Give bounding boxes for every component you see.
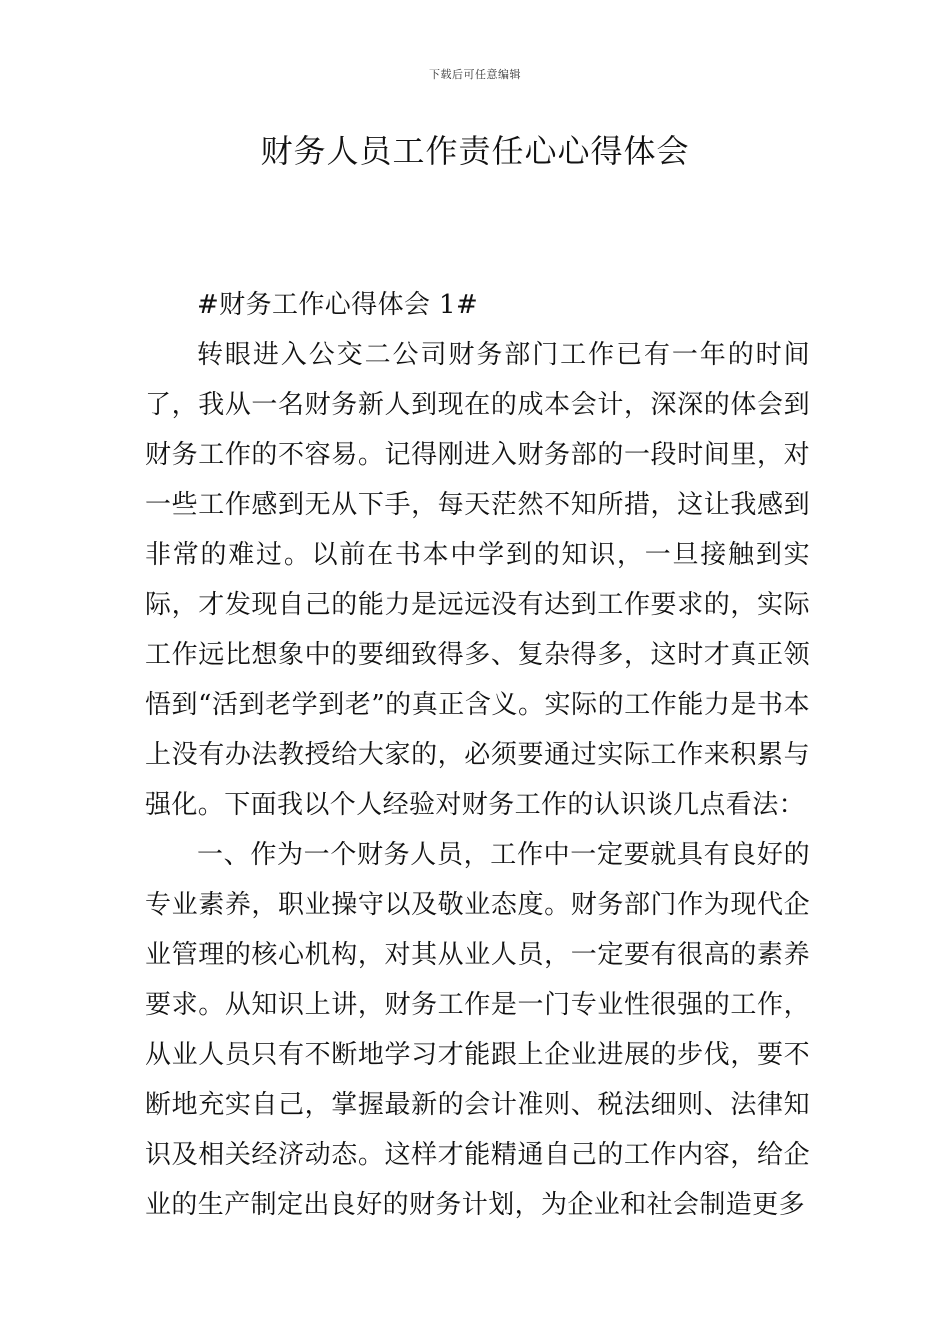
document-body — [145, 280, 810, 1230]
section-heading: #财务工作心得体会 1# — [197, 290, 479, 320]
body-paragraph: 一、作为一个财务人员，工作中一定要就具有良好的专业素养，职业操守以及敬业态度。财务部门作为现代企业管理的核心机构，对其从业人员，一定要有很高的素养要求。从知识上讲，财务工作是一门专业性很强的工作，从业人员只有不断地学习才能跟上企业进展的步伐，要不断地充实自己，掌握最新的会计准则、税法细则、法律知识及相关经济动态。这样才能精通自己的工作内容，给企业的生产制定出良好的财务计划，为企业和社会制造更多 — [145, 840, 810, 1220]
page-title: 财务人员工作责任心心得体会 — [260, 132, 690, 170]
header-note: 下载后可任意编辑 — [429, 68, 521, 81]
body-paragraph: 转眼进入公交二公司财务部门工作已有一年的时间了，我从一名财务新人到现在的成本会计，深深的体会到财务工作的不容易。记得刚进入财务部的一段时间里，对一些工作感到无从下手，每天茫然不知所措，这让我感到非常的难过。以前在书本中学到的知识，一旦接触到实际，才发现自己的能力是远远没有达到工作要求的，实际工作远比想象中的要细致得多、复杂得多，这时才真正领悟到“活到老学到老”的真正含义。实际的工作能力是书本上没有办法教授给大家的，必须要通过实际工作来积累与强化。下面我以个人经验对财务工作的认识谈几点看法： — [145, 340, 810, 820]
